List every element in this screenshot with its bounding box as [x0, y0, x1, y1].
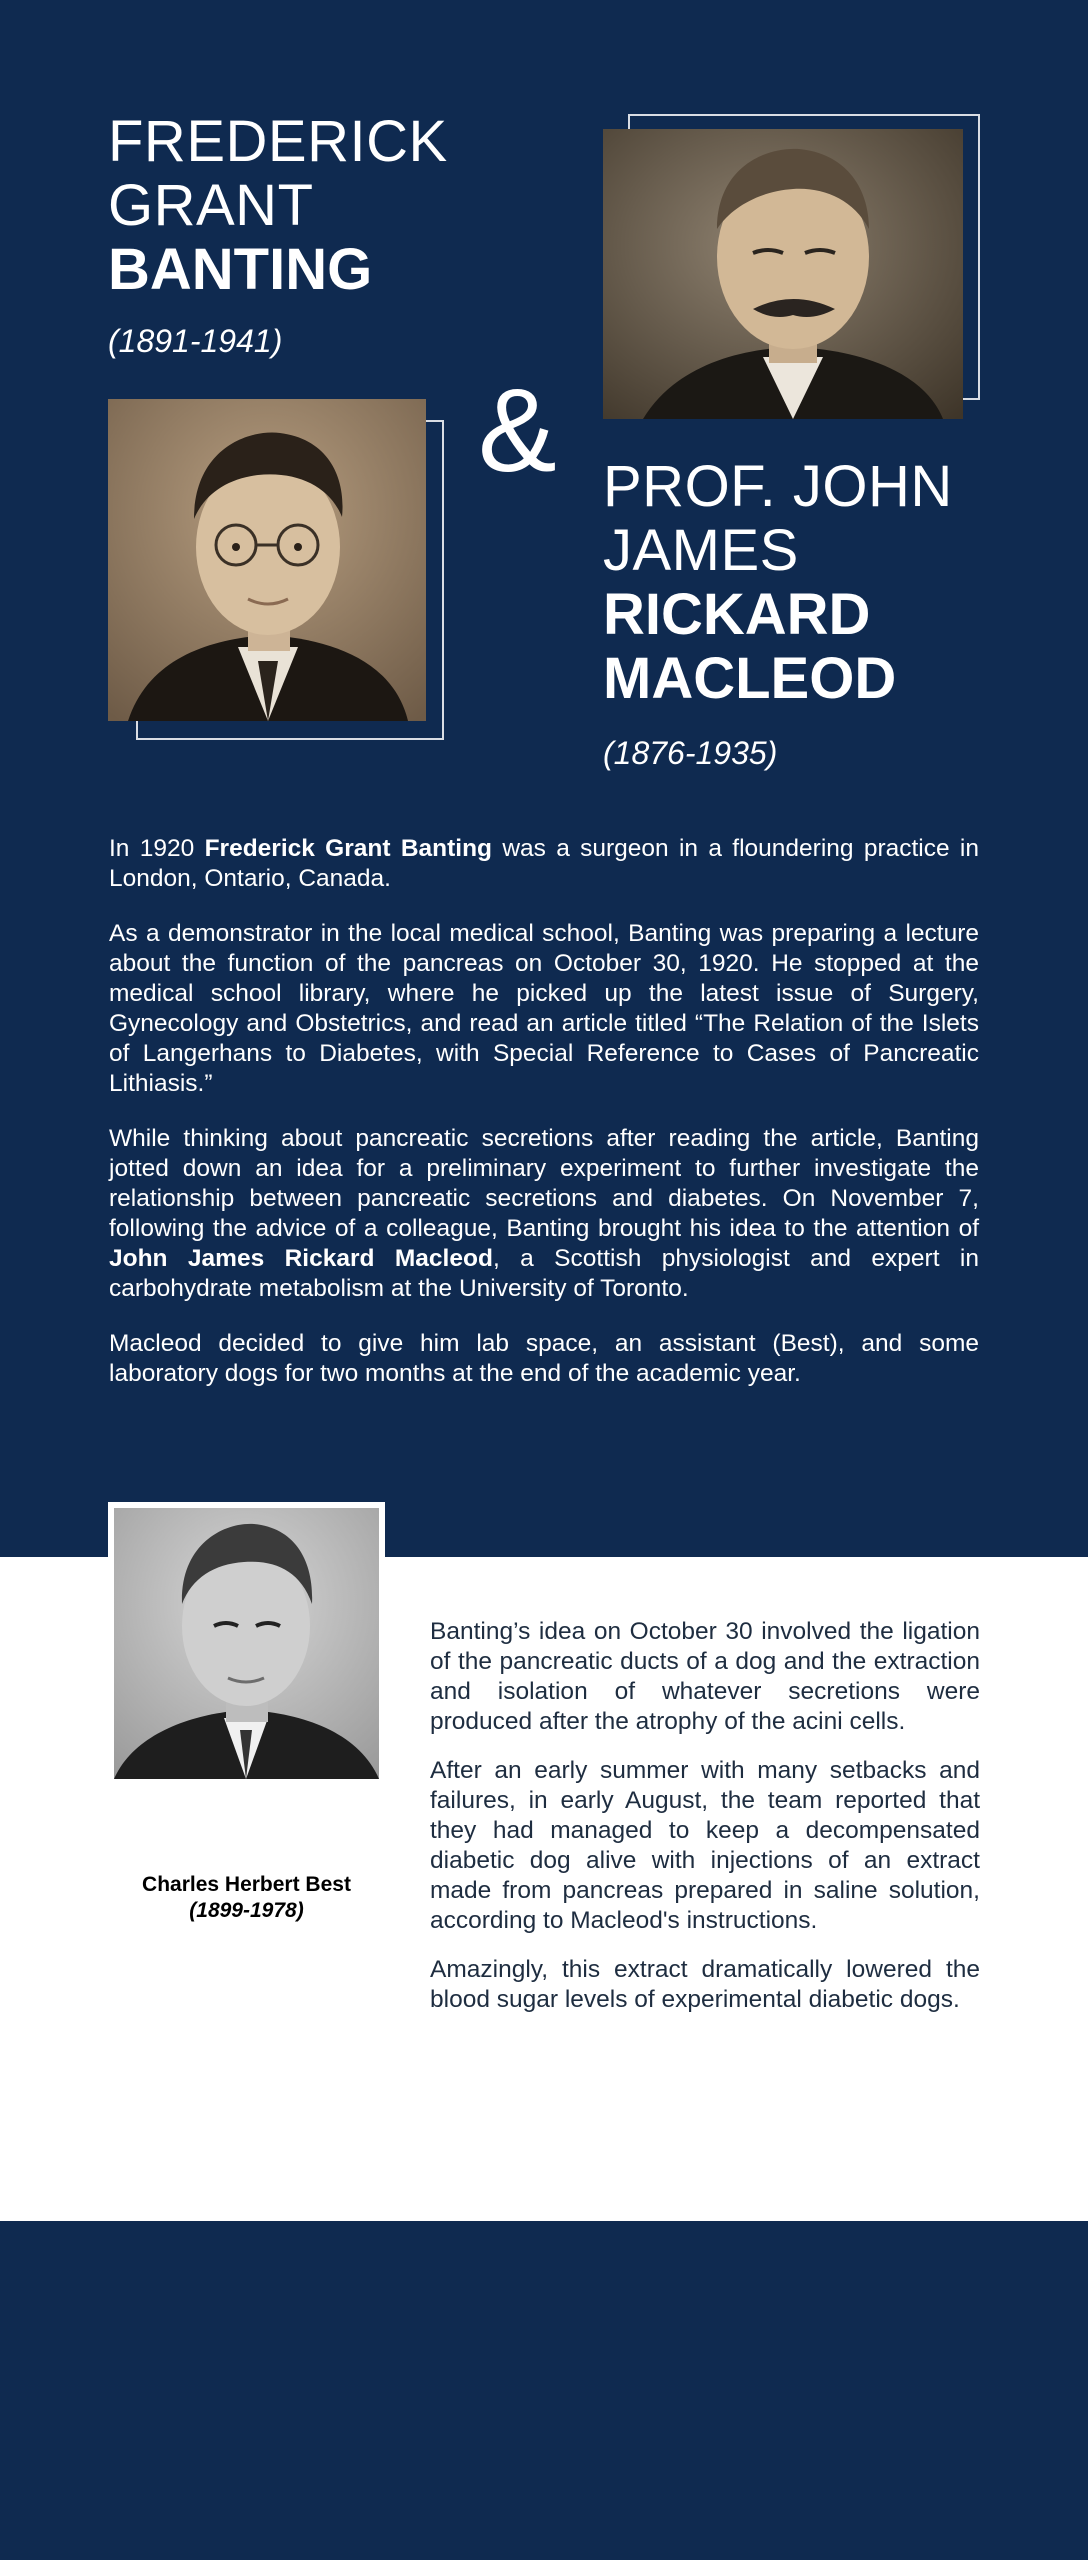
details-paragraph-1: Banting’s idea on October 30 involved the ligation of the pancreatic ducts of a dog and the extraction and isolation of whatever secretions were produced after the atrophy of the acini cells.	[430, 1618, 980, 1735]
banting-name-line2: GRANT	[108, 173, 314, 238]
banting-name-heading	[108, 110, 448, 302]
details-paragraph-3: Amazingly, this extract dramatically lowered the blood sugar levels of experimental diabetic dogs.	[430, 1956, 980, 2013]
best-portrait-photo	[114, 1508, 379, 1779]
macleod-name-line1: PROF. JOHN	[603, 454, 953, 519]
macleod-portrait-photo	[603, 129, 963, 419]
macleod-name-line3: RICKARD	[603, 582, 871, 647]
macleod-years: (1876-1935)	[603, 735, 778, 771]
ampersand: &	[478, 365, 557, 497]
details-text-block	[430, 1617, 980, 2034]
macleod-name-line2: JAMES	[603, 518, 799, 583]
banting-name-bold: Frederick Grant Banting	[204, 835, 493, 862]
details-paragraph-2: After an early summer with many setbacks and failures, in early August, the team reported that they had managed to keep a decompensated diabetic dog alive with injections of an extract made from pancreas prepared in saline solution, according to Macleod's instructions.	[430, 1757, 980, 1934]
banting-name-line3: BANTING	[108, 237, 373, 302]
best-photo-card	[108, 1502, 385, 1922]
macleod-name-line4: MACLEOD	[603, 646, 897, 711]
intro-paragraph-3: While thinking about pancreatic secretions after reading the article, Banting jotted down an idea for a preliminary experiment to further investigate the relationship between pancreatic secretions and diabetes. On November 7, following the advice of a colleague, Banting brought his idea to the attention of John James Rickard Macleod, a Scottish physiologist and expert in carbohydrate metabolism at the University of Toronto.	[109, 1125, 979, 1302]
banting-years: (1891-1941)	[108, 323, 283, 359]
intro-paragraph-1: In 1920 Frederick Grant Banting was a surgeon in a floundering practice in London, Ontario, Canada.	[109, 835, 979, 892]
intro-paragraph-4: Macleod decided to give him lab space, an assistant (Best), and some laboratory dogs for two months at the end of the academic year.	[109, 1330, 979, 1387]
best-caption-years: (1899-1978)	[189, 1899, 304, 1922]
banting-portrait-photo	[108, 399, 426, 721]
banting-name-line1: FREDERICK	[108, 109, 448, 174]
intro-paragraph-2: As a demonstrator in the local medical school, Banting was preparing a lecture about the function of the pancreas on October 30, 1920. He stopped at the medical school library, where he picked up the latest issue of Surgery, Gynecology and Obstetrics, and read an article titled “The Relation of the Islets of Langerhans to Diabetes, with Special Reference to Cases of Pancreatic Lithiasis.”	[109, 920, 979, 1097]
best-caption-name: Charles Herbert Best	[142, 1873, 351, 1896]
intro-text-block	[109, 834, 979, 1414]
macleod-name-bold: John James Rickard Macleod	[109, 1245, 493, 1272]
macleod-name-heading	[603, 455, 953, 711]
